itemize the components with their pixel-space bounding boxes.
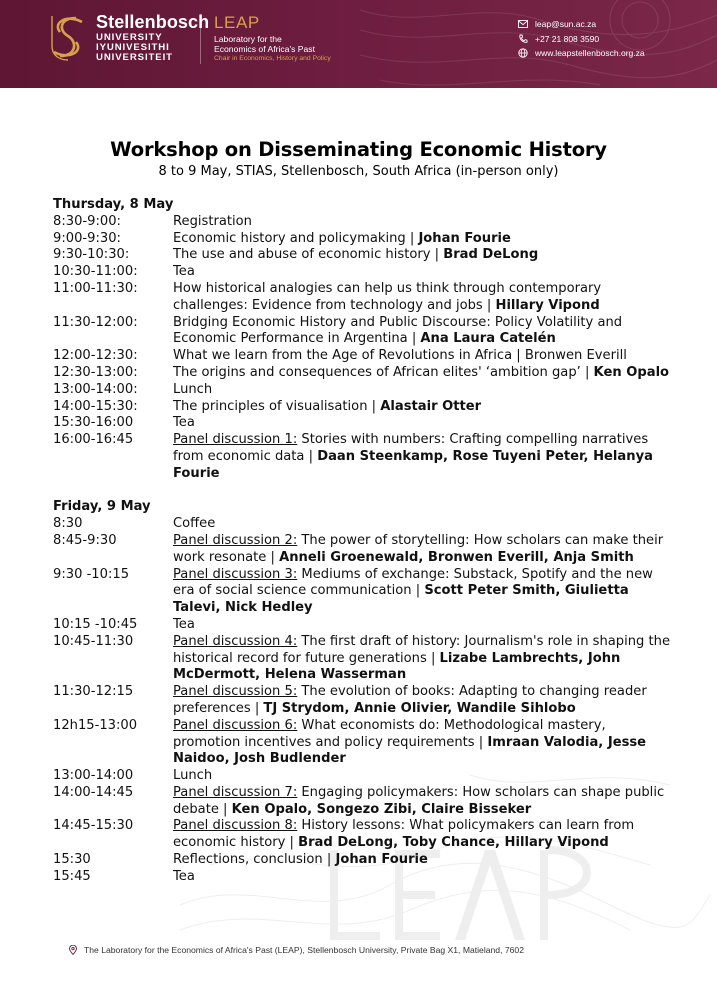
session-time: 13:00-14:00 [53, 768, 134, 784]
schedule-row [53, 567, 673, 617]
session-time: 9:30-10:30: [53, 247, 130, 263]
schedule-row [53, 365, 673, 382]
session-time: 10:30-11:00: [53, 264, 138, 280]
panel-label: Panel discussion 4: [173, 633, 298, 649]
schedule-row [53, 768, 673, 785]
stellenbosch-logo-icon [50, 12, 86, 62]
session-time: 11:00-11:30: [53, 280, 138, 296]
session-time: 12:00-12:30: [53, 348, 138, 364]
session-time: 8:30 [53, 516, 83, 532]
session-description: What we learn from the Age of Revolutions in Africa | Bronwen Everill [173, 348, 627, 364]
page-subtitle: 8 to 9 May, STIAS, Stellenbosch, South Africa (in-person only) [158, 164, 559, 179]
university-name: Stellenbosch [96, 12, 210, 32]
session-description: Panel discussion 4: The first draft of history: Journalism's role in shaping the historical record for future generations | Lizabe Lambrechts, John McDermott, Helena Wasserman [173, 633, 671, 683]
envelope-icon [518, 19, 528, 29]
session-description: Bridging Economic History and Public Discourse: Policy Volatility and Economic Performance in Argentina | Ana Laura Catelén [173, 314, 623, 347]
session-description: Panel discussion 2: The power of storytelling: How scholars can make their work resonate | Anneli Groenewald, Bronwen Everill, Anja Smith [173, 532, 664, 565]
speakers: TJ Strydom, Annie Olivier, Wandile Sihlobo [263, 700, 576, 716]
panel-label: Panel discussion 2: [173, 532, 298, 548]
session-description: The use and abuse of economic history | Brad DeLong [173, 247, 539, 263]
session-description: Lunch [173, 381, 213, 397]
university-subtitle: UNIVERSITY IYUNIVESITHI UNIVERSITEIT [96, 32, 173, 63]
speakers: Imraan Valodia, Jesse Naidoo, Josh Budlender [173, 734, 647, 767]
session-description: Panel discussion 7: Engaging policymakers: How scholars can shape public debate | Ken Opalo, Songezo Zibi, Claire Bisseker [173, 784, 665, 817]
session-time: 16:00-16:45 [53, 432, 134, 448]
leap-subtitle: Laboratory for the Economics of Africa's Past Chair in Economics, History and Policy [214, 34, 331, 62]
schedule-row [53, 718, 673, 768]
speakers: Anneli Groenewald, Bronwen Everill, Anja Smith [279, 549, 634, 565]
schedule-row [53, 214, 673, 231]
schedule-row [53, 533, 673, 567]
session-time: 9:30 -10:15 [53, 566, 130, 582]
session-time: 14:45-15:30 [53, 818, 134, 834]
panel-label: Panel discussion 7: [173, 784, 298, 800]
day-heading: Friday, 9 May [53, 499, 151, 515]
session-time: 11:30-12:00: [53, 314, 138, 330]
schedule-row [53, 231, 673, 248]
letterhead-banner [0, 0, 717, 88]
session-description: Coffee [173, 516, 216, 532]
schedule-row [53, 348, 673, 365]
speakers: Ken Opalo [593, 364, 670, 380]
schedule-row [53, 382, 673, 399]
session-time: 8:45-9:30 [53, 532, 117, 548]
panel-label: Panel discussion 1: [173, 432, 298, 448]
speakers: Ken Opalo, Songezo Zibi, Claire Bisseker [231, 801, 532, 817]
speakers: Johan Fourie [418, 230, 511, 246]
schedule-row [53, 869, 673, 886]
session-description: Tea [173, 415, 195, 431]
globe-icon [518, 48, 528, 58]
session-description: Panel discussion 1: Stories with numbers: Crafting compelling narratives from economic data | Daan Steenkamp, Rose Tuyeni Peter, Helanya Fourie [173, 432, 653, 481]
panel-label: Panel discussion 3: [173, 566, 298, 582]
schedule-row [53, 315, 673, 349]
session-time: 10:45-11:30 [53, 633, 134, 649]
schedule-row [53, 432, 673, 482]
schedule-row [53, 684, 673, 718]
footer-address: The Laboratory for the Economics of Africa's Past (LEAP), Stellenbosch University, Private Bag X1, Matieland, 7602 [68, 945, 524, 955]
phone-icon [518, 34, 528, 44]
speakers: Scott Peter Smith, Giulietta Talevi, Nick Hedley [173, 583, 629, 616]
speakers: Ana Laura Catelén [420, 331, 556, 347]
session-time: 12h15-13:00 [53, 717, 138, 733]
session-time: 14:00-14:45 [53, 784, 134, 800]
schedule-row [53, 818, 673, 852]
session-time: 13:00-14:00: [53, 381, 138, 397]
schedule-row [53, 634, 673, 684]
session-time: 12:30-13:00: [53, 364, 138, 380]
schedule-row [53, 281, 673, 315]
session-description: How historical analogies can help us think through contemporary challenges: Evidence from technology and jobs | Hillary Vipond [173, 280, 602, 313]
session-description: Tea [173, 616, 195, 632]
header-divider [200, 14, 201, 64]
leap-title: LEAP [214, 13, 260, 32]
session-time: 14:00-15:30: [53, 398, 138, 414]
contact-phone[interactable]: +27 21 808 3590 [518, 34, 599, 44]
schedule-row [53, 399, 673, 416]
schedule-row [53, 247, 673, 264]
schedule-row [53, 264, 673, 281]
schedule [53, 197, 673, 886]
panel-label: Panel discussion 6: [173, 717, 298, 733]
panel-label: Panel discussion 8: [173, 818, 298, 834]
session-description: Tea [173, 264, 195, 280]
page-title: Workshop on Disseminating Economic History [110, 138, 607, 161]
session-description: Reflections, conclusion | Johan Fourie [173, 852, 428, 868]
session-description: Panel discussion 3: Mediums of exchange: Substack, Spotify and the new era of social science communication | Scott Peter Smith, Giulietta Talevi, Nick Hedley [173, 566, 653, 616]
schedule-row [53, 617, 673, 634]
session-time: 8:30-9:00: [53, 213, 121, 229]
session-description: The origins and consequences of African elites' ‘ambition gap’ | Ken Opalo [173, 364, 670, 380]
session-time: 9:00-9:30: [53, 230, 121, 246]
day-heading: Thursday, 8 May [53, 197, 174, 212]
session-description: Panel discussion 6: What economists do: Methodological mastery, promotion incentives and policy requirements | Imraan Valodia, Jesse Naidoo, Josh Budlender [173, 717, 647, 767]
session-description: Panel discussion 5: The evolution of books: Adapting to changing reader preferences | TJ Strydom, Annie Olivier, Wandile Sihlobo [173, 684, 647, 716]
location-pin-icon [68, 945, 78, 955]
speakers: Brad DeLong [443, 247, 539, 263]
speakers: Alastair Otter [380, 398, 482, 414]
session-description: Lunch [173, 768, 213, 784]
session-description: Registration [173, 213, 252, 229]
schedule-row [53, 516, 673, 533]
schedule-row [53, 415, 673, 432]
session-time: 15:30-16:00 [53, 415, 134, 431]
session-time: 15:30 [53, 852, 91, 868]
speakers: Hillary Vipond [495, 297, 600, 313]
speakers: Daan Steenkamp, Rose Tuyeni Peter, Helanya Fourie [173, 448, 653, 481]
speakers: Lizabe Lambrechts, John McDermott, Helena Wasserman [173, 650, 621, 683]
session-description: Panel discussion 8: History lessons: What policymakers can learn from economic history | Brad DeLong, Toby Chance, Hillary Vipond [173, 818, 635, 851]
contact-email[interactable]: leap@sun.ac.za [518, 19, 596, 29]
panel-label: Panel discussion 5: [173, 684, 298, 700]
contact-website[interactable]: www.leapstellenbosch.org.za [518, 48, 645, 58]
session-time: 15:45 [53, 868, 91, 884]
session-description: Tea [173, 868, 195, 884]
session-description: Economic history and policymaking | Johan Fourie [173, 230, 511, 246]
schedule-row [53, 852, 673, 869]
session-time: 11:30-12:15 [53, 684, 134, 700]
schedule-row [53, 785, 673, 819]
session-description: The principles of visualisation | Alastair Otter [173, 398, 482, 414]
speakers: Brad DeLong, Toby Chance, Hillary Vipond [298, 835, 609, 851]
session-time: 10:15 -10:45 [53, 616, 138, 632]
speakers: Johan Fourie [335, 852, 428, 868]
